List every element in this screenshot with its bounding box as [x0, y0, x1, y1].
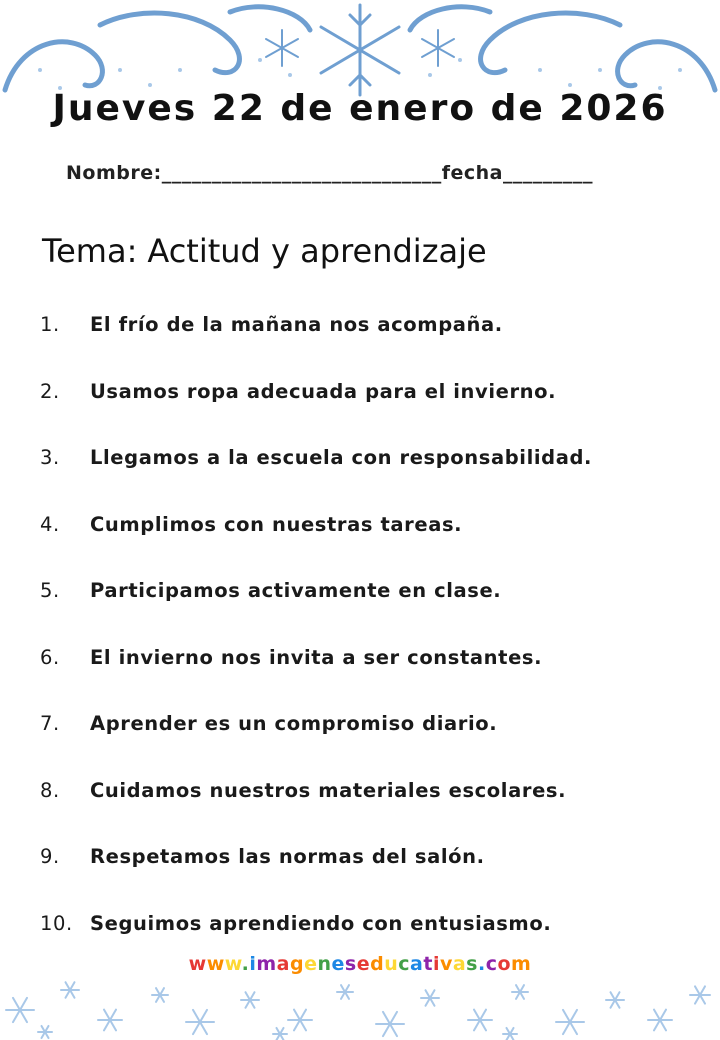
topic-label: Tema:: [42, 232, 138, 270]
snowflake-icon: [468, 1010, 492, 1031]
item-number: 4.: [40, 512, 60, 536]
list-item: [40, 380, 700, 447]
snowflake-icon: [288, 1010, 312, 1031]
item-number: 7.: [40, 712, 60, 735]
item-text: Aprender es un compromiso diario.: [90, 712, 498, 735]
list-item: [40, 779, 700, 846]
item-number: 8.: [40, 778, 60, 802]
footer-url[interactable]: www.imageneseducativas.com: [188, 953, 532, 975]
snowflake-icon: [6, 998, 34, 1022]
snowflake-icon: [152, 988, 168, 1002]
snowflake-icon: [648, 1010, 672, 1031]
snowflake-icon: [376, 1012, 404, 1036]
item-text: Llegamos a la escuela con responsabilidad.: [90, 446, 593, 469]
page-title: Jueves 22 de enero de 2026: [52, 88, 668, 129]
snowflake-icon: [556, 1010, 584, 1034]
center-snowflake-icon: [321, 5, 399, 95]
topic-text: Actitud y aprendizaje: [147, 232, 487, 270]
list-item: [40, 446, 700, 513]
list-item: [40, 712, 700, 779]
snowflake-icon: [273, 1028, 287, 1040]
item-number: 6.: [40, 645, 60, 669]
item-text: El frío de la mañana nos acompaña.: [90, 313, 503, 336]
snowflake-icon: [98, 1010, 122, 1031]
item-text: Seguimos aprendiendo con entusiasmo.: [90, 911, 552, 935]
item-number: 2.: [40, 379, 60, 403]
item-text: Participamos activamente en clase.: [90, 579, 502, 602]
snowflake-icon: [337, 985, 353, 999]
item-text: Usamos ropa adecuada para el invierno.: [90, 379, 557, 403]
snowflake-icon: [503, 1028, 517, 1040]
item-number: 3.: [40, 446, 60, 469]
snowflake-icon: [690, 986, 710, 1003]
snowflake-icon: [606, 992, 624, 1008]
list-item: [40, 313, 700, 380]
snowflake-icon: [421, 990, 439, 1006]
item-number: 5.: [40, 579, 60, 602]
list-item: [40, 579, 700, 646]
snowflake-icon: [512, 985, 528, 999]
list-item: [40, 845, 700, 912]
item-text: Cuidamos nuestros materiales escolares.: [90, 778, 567, 802]
topic-heading: [42, 232, 487, 270]
snowflake-icon: [61, 982, 79, 998]
item-text: El invierno nos invita a ser constantes.: [90, 645, 543, 669]
item-number: 10.: [40, 911, 73, 935]
item-number: 1.: [40, 313, 60, 336]
item-text: Respetamos las normas del salón.: [90, 845, 485, 868]
name-date-line: Nombre:____________________________fecha_________: [66, 162, 593, 184]
list-item: [40, 513, 700, 580]
snowflake-icon: [38, 1026, 52, 1038]
item-text: Cumplimos con nuestras tareas.: [90, 512, 463, 536]
sentence-list: [40, 313, 700, 978]
snowflake-icon: [186, 1010, 214, 1034]
snowflake-icon: [241, 992, 259, 1008]
item-number: 9.: [40, 845, 60, 868]
list-item: [40, 646, 700, 713]
